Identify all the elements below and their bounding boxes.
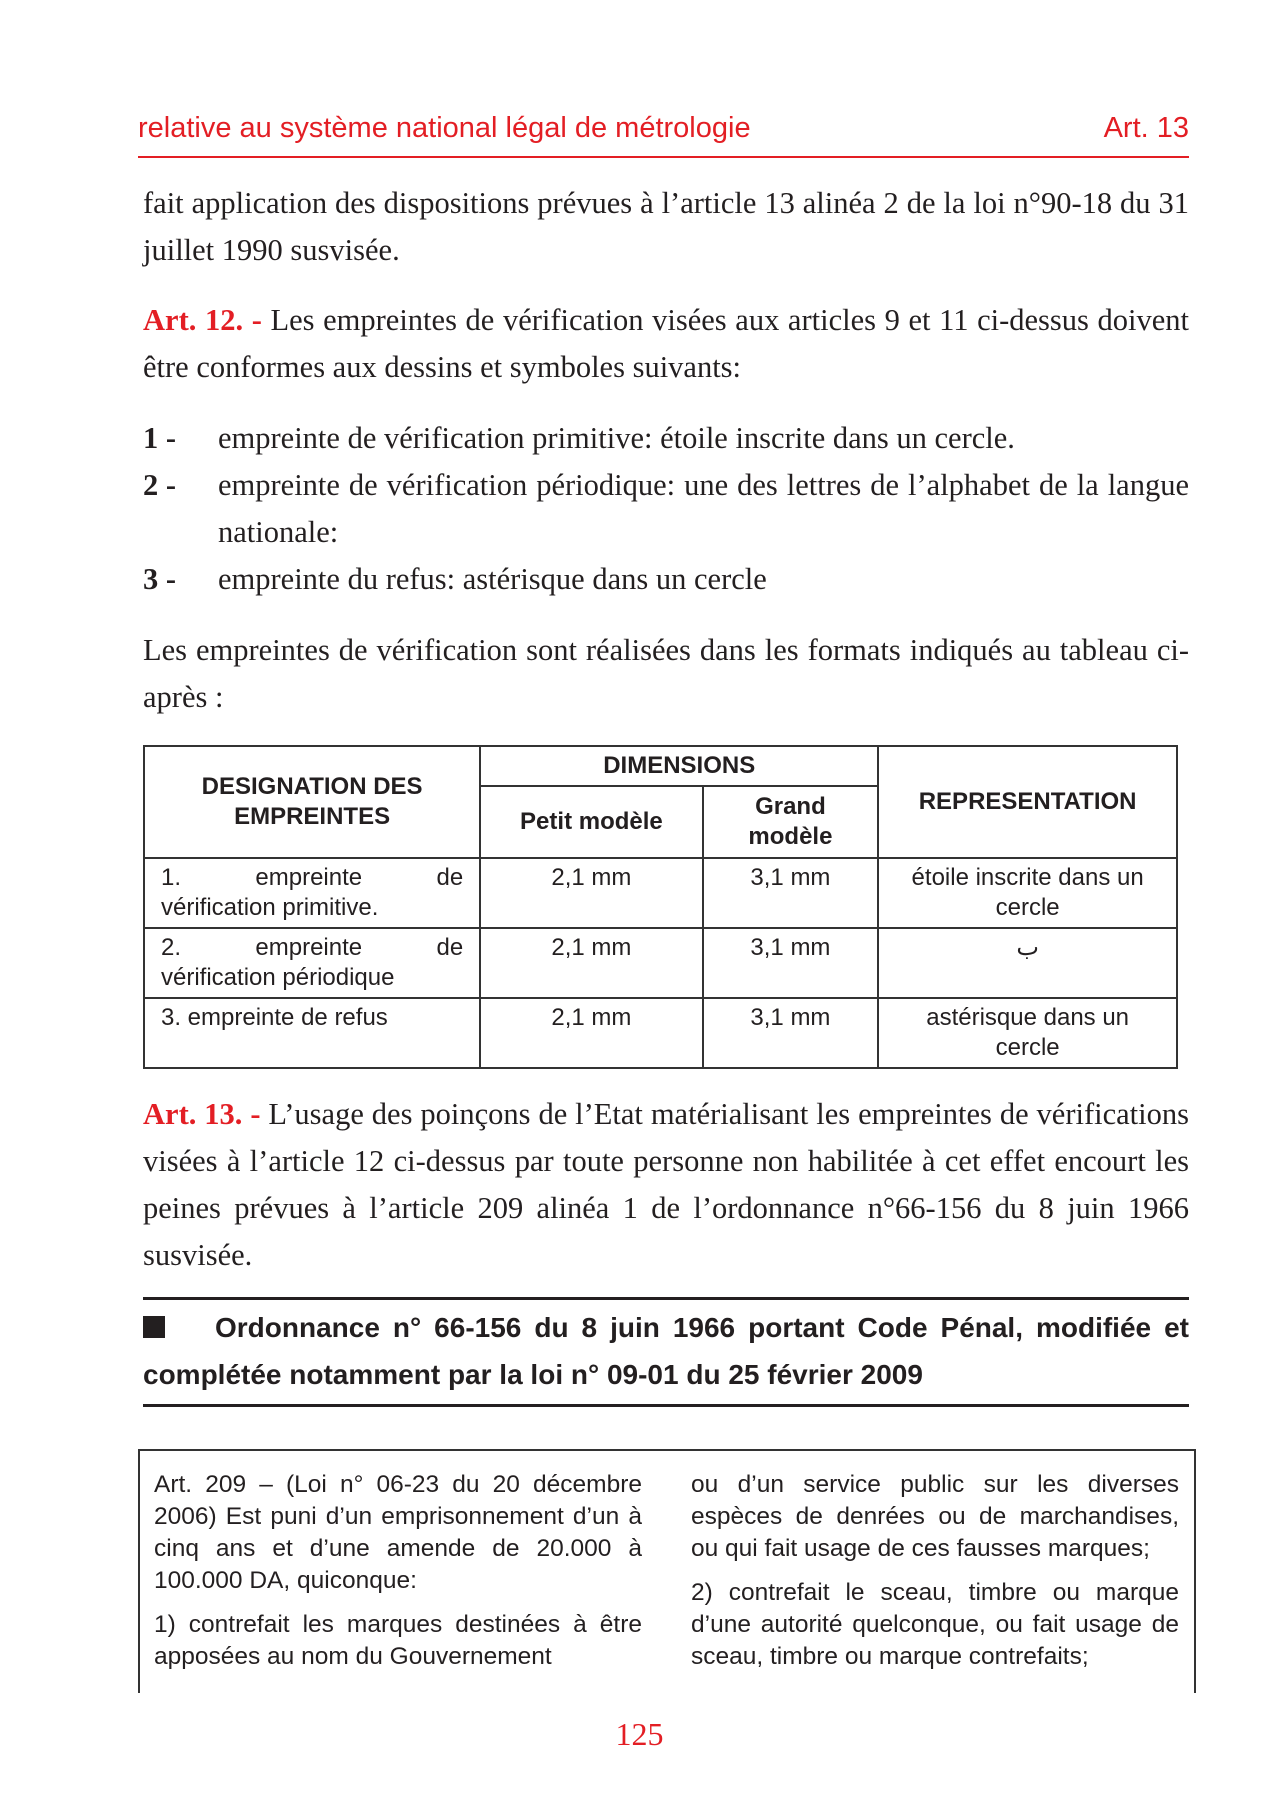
ordonnance-title: Ordonnance n° 66-156 du 8 juin 1966 portant Code Pénal, modifiée et complétée notamment par la loi n° 09-01 du 25 février 2009 [143, 1312, 1189, 1390]
table-row [144, 998, 1177, 1068]
cell-grand: 3,1 mm [703, 998, 879, 1068]
header-dimensions: DIMENSIONS [480, 746, 878, 786]
box-paragraph: Art. 209 – (Loi n° 06-23 du 20 décembre 2006) Est puni d’un emprisonnement d’un à cinq ans et d’une amende de 20.000 à 100.000 DA, quiconque: [154, 1471, 642, 1594]
table-row [144, 928, 1177, 998]
header-article: Art. 13 [1103, 112, 1189, 144]
article-12-text: Les empreintes de vérification visées aux articles 9 et 11 ci-dessus doivent être conformes aux dessins et symboles suivants: [143, 303, 1189, 384]
article-13-label: Art. 13. - [143, 1097, 261, 1131]
dimensions-table [143, 745, 1178, 1069]
designation-line: 2. empreinte de [161, 934, 464, 961]
header-title: relative au système national légal de métrologie [138, 112, 751, 144]
header-designation: DESIGNATION DES EMPREINTES [144, 746, 480, 858]
header-representation: REPRESENTATION [878, 746, 1177, 858]
running-header [138, 112, 1189, 158]
divider-bottom [143, 1404, 1189, 1407]
list-item [143, 462, 1189, 556]
cell-designation [144, 998, 480, 1068]
box-column-left [154, 1469, 642, 1685]
article-13 [143, 1091, 1189, 1279]
header-grand-modele: Grand modèle [703, 786, 879, 858]
list-item [143, 415, 1189, 462]
page-number: 125 [615, 1716, 664, 1752]
list-text: empreinte de vérification périodique: une des lettres de l’alphabet de la langue nationale: [218, 468, 1189, 549]
designation-line: vérification primitive. [161, 894, 379, 921]
box-paragraph: 2) contrefait le sceau, timbre ou marque d’une autorité quelconque, ou fait usage de sceau, timbre ou marque contrefaits; [691, 1579, 1179, 1670]
square-bullet-icon [143, 1316, 165, 1338]
ordonnance-heading [143, 1304, 1189, 1398]
table-row [144, 858, 1177, 928]
cell-grand: 3,1 mm [703, 858, 879, 928]
divider-top [143, 1297, 1189, 1300]
designation-line: 3. empreinte de refus [161, 1004, 388, 1031]
cell-grand: 3,1 mm [703, 928, 879, 998]
list-number: 3 - [143, 562, 177, 596]
box-paragraph: ou d’un service public sur les diverses espèces de denrées ou de marchandises, ou qui fait usage de ces fausses marques; [691, 1471, 1179, 1562]
cell-petit: 2,1 mm [480, 928, 702, 998]
list-number: 2 - [143, 468, 177, 502]
paragraph-intro: fait application des dispositions prévues à l’article 13 alinéa 2 de la loi n°90-18 du 31 juillet 1990 susvisée. [143, 186, 1189, 267]
list-item [143, 556, 1189, 603]
article-209-box [138, 1449, 1196, 1693]
list-text: empreinte du refus: astérisque dans un cercle [218, 562, 767, 596]
cell-petit: 2,1 mm [480, 998, 702, 1068]
cell-designation [144, 858, 480, 928]
designation-line: 1. empreinte de [161, 864, 464, 891]
designation-line: vérification périodique [161, 964, 395, 991]
list-text: empreinte de vérification primitive: étoile inscrite dans un cercle. [218, 421, 1015, 455]
paragraph-formats: Les empreintes de vérification sont réalisées dans les formats indiqués au tableau ci-après : [143, 633, 1189, 714]
list-number: 1 - [143, 421, 177, 455]
header-petit-modele: Petit modèle [480, 786, 702, 858]
cell-representation: astérisque dans un cercle [878, 998, 1177, 1068]
box-column-right [691, 1469, 1179, 1685]
cell-designation [144, 928, 480, 998]
article-12 [143, 297, 1189, 391]
cell-representation: ب [878, 928, 1177, 998]
box-paragraph: 1) contrefait les marques destinées à être apposées au nom du Gouvernement [154, 1611, 642, 1670]
article-13-text: L’usage des poinçons de l’Etat matérialisant les empreintes de vérifications visées à l’article 12 ci-dessus par toute personne non habilitée à cet effet encourt les peines prévues à l’article 209 alinéa 1 de l’ordonnance n°66-156 du 8 juin 1966 susvisée. [143, 1097, 1189, 1272]
cell-petit: 2,1 mm [480, 858, 702, 928]
article-12-label: Art. 12. - [143, 303, 262, 337]
cell-representation: étoile inscrite dans un cercle [878, 858, 1177, 928]
